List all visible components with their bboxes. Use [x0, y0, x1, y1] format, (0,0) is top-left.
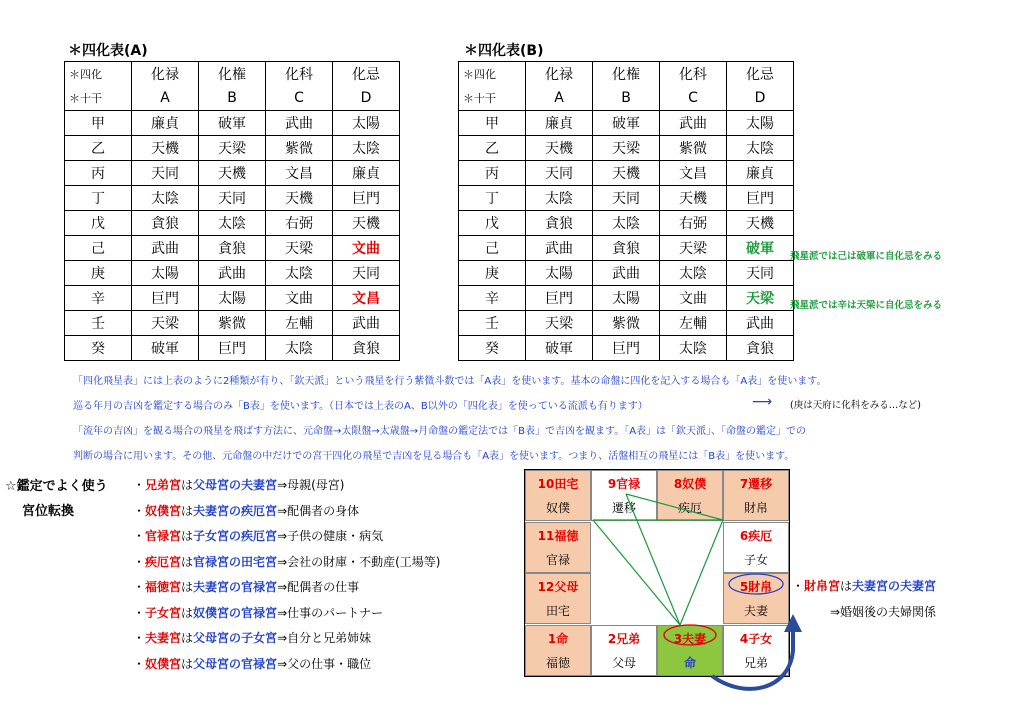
bullet: ・: [133, 631, 146, 645]
star-cell: 天同: [727, 261, 794, 286]
star-cell: 貪狼: [727, 336, 794, 361]
table-b-note-shin: 飛星派では辛は天梁に自化忌をみる: [790, 300, 943, 311]
star-cell: 左輔: [266, 311, 333, 336]
list-item: [133, 476, 344, 493]
star-cell: 天機: [333, 211, 400, 236]
palace-number: 7遷移: [739, 477, 773, 491]
ha-particle: は: [181, 529, 194, 543]
palace-cell: [723, 470, 789, 521]
bullet: ・: [133, 605, 146, 620]
ha-particle: は: [181, 631, 194, 645]
palace-name: 遷移: [611, 501, 636, 515]
table-row: [65, 286, 400, 311]
star-cell: 文昌: [660, 161, 727, 186]
ha-particle: は: [181, 580, 194, 594]
palace-cell: [525, 470, 591, 521]
palace-number: 2兄弟: [607, 631, 641, 646]
palace-cell: [723, 625, 789, 676]
table-row: [459, 186, 794, 211]
palace-number: 8奴僕: [673, 477, 707, 491]
star-cell: 貪狼: [526, 211, 593, 236]
table-row: [459, 261, 794, 286]
table-row: [65, 261, 400, 286]
star-cell: 武曲: [266, 111, 333, 136]
star-cell: 天同: [526, 161, 593, 186]
palace-name: 兄弟: [743, 655, 768, 670]
star-cell: 巨門: [132, 286, 199, 311]
col-name: 化忌: [333, 62, 400, 87]
stem-cell: 癸: [459, 336, 526, 361]
ha-particle: は: [181, 478, 194, 492]
sihua-table-b: [458, 61, 794, 361]
bullet: ・: [133, 656, 146, 671]
star-cell: 太陽: [132, 261, 199, 286]
note-line-3: 「流年の吉凶」を観る場合の飛星を飛ばす方法に、元命盤→太限盤→太歳盤→月命盤の鑑定法では「B表」で吉凶を観ます。「A表」は「欽天派」、「命盤の鑑定」での: [73, 426, 807, 437]
source-palace: 疾厄宮: [145, 554, 182, 569]
palace-cell: [657, 470, 723, 521]
target-palace: 父母宮の官禄宮: [193, 656, 278, 671]
palace-name: 疾厄: [677, 501, 702, 515]
meaning: ⇒仕事のパートナー: [277, 605, 384, 620]
palace-number: 5財帛: [739, 580, 773, 594]
target-palace: 奴僕宮の官禄宮: [193, 605, 278, 620]
source-palace: 奴僕宮: [145, 656, 182, 671]
palace-cell: [525, 573, 591, 624]
star-cell: 廉貞: [727, 161, 794, 186]
star-cell: 武曲: [727, 311, 794, 336]
palace-cell: [525, 625, 591, 676]
stem-cell: 丙: [459, 161, 526, 186]
list-item: [133, 604, 383, 621]
palace-cell: [591, 625, 657, 676]
star-cell: 破軍: [593, 111, 660, 136]
palace-name: 財帛: [743, 501, 768, 515]
star-cell: 左輔: [660, 311, 727, 336]
col-name: 化科: [660, 62, 727, 87]
stem-cell: 乙: [65, 136, 132, 161]
stem-cell: 丙: [65, 161, 132, 186]
star-cell: 武曲: [660, 111, 727, 136]
star-cell: 太陰: [132, 186, 199, 211]
col-name: 化権: [593, 62, 660, 87]
source-palace: 官禄宮: [145, 529, 182, 543]
col-name: 化禄: [132, 62, 199, 87]
star-cell: 破軍: [199, 111, 266, 136]
target-palace: 子女宮の疾厄宮: [193, 529, 278, 543]
board-right-note-2: ⇒婚姻後の夫婦関係: [830, 605, 937, 619]
stem-cell: 戊: [459, 211, 526, 236]
star-cell: 太陽: [593, 286, 660, 311]
note-line-4: 判断の場合に用います。その他、元命盤の中だけでの宮干四化の飛星で吉凶を見る場合も「A表」を使います。つまり、活盤相互の飛星には「B表」を使います。: [73, 451, 795, 462]
star-cell: 貪狼: [593, 236, 660, 261]
palace-name: 田宅: [545, 604, 570, 618]
table-row: [459, 236, 794, 261]
target-palace: 夫妻宮の官禄宮: [193, 580, 278, 594]
palace-name: 夫妻: [743, 604, 768, 618]
col-letter: A: [526, 86, 593, 111]
star-cell: 文曲: [266, 286, 333, 311]
palace-number: 12父母: [537, 580, 579, 594]
stem-cell: 丁: [459, 186, 526, 211]
star-cell: 貪狼: [199, 236, 266, 261]
table-row: [459, 311, 794, 336]
table-row: [65, 161, 400, 186]
corner-bottom: ＊十干: [459, 86, 526, 111]
star-cell: 太陰: [333, 136, 400, 161]
col-name: 化権: [199, 62, 266, 87]
star-cell: 天梁: [199, 136, 266, 161]
table-a-title: ＊四化表(A): [68, 43, 148, 59]
corner-top: ＊四化: [65, 62, 132, 87]
table-row: [65, 336, 400, 361]
star-cell: 破軍: [132, 336, 199, 361]
sihua-table-a: [64, 61, 400, 361]
table-row: [65, 211, 400, 236]
palace-conversion-title-1: ☆鑑定でよく使う: [5, 479, 108, 494]
star-cell: 貪狼: [333, 336, 400, 361]
table-row: [65, 136, 400, 161]
col-name: 化忌: [727, 62, 794, 87]
meaning: ⇒母親(母宮): [277, 478, 345, 492]
palace-name: 官禄: [545, 552, 570, 567]
source-palace: 福徳宮: [145, 580, 182, 594]
stem-cell: 癸: [65, 336, 132, 361]
star-cell: 天梁: [660, 236, 727, 261]
table-row: [459, 161, 794, 186]
table-b-note-ki: 飛星派では己は破軍に自化忌をみる: [790, 251, 943, 262]
corner-bottom: ＊十干: [65, 86, 132, 111]
source-palace: 夫妻宮: [145, 631, 182, 645]
ha-particle: は: [181, 605, 194, 620]
palace-number: 3夫妻: [673, 631, 707, 646]
star-cell: 天同: [333, 261, 400, 286]
ha-particle: は: [181, 503, 194, 518]
star-cell: 天機: [199, 161, 266, 186]
star-cell: 太陰: [266, 261, 333, 286]
bullet: ・: [133, 580, 146, 594]
meaning: ⇒配偶者の身体: [277, 503, 360, 518]
star-cell: 巨門: [727, 186, 794, 211]
list-item: [133, 629, 371, 646]
star-cell: 文曲: [660, 286, 727, 311]
ha-particle: は: [181, 656, 194, 671]
star-cell: 文昌: [266, 161, 333, 186]
star-cell: 廉貞: [333, 161, 400, 186]
palace-number: 4子女: [739, 631, 773, 646]
palace-number: 1命: [547, 631, 569, 646]
col-letter: D: [333, 86, 400, 111]
meaning: ⇒会社の財庫・不動産(工場等): [277, 554, 441, 569]
star-cell: 廉貞: [132, 111, 199, 136]
star-cell: 武曲: [593, 261, 660, 286]
stem-cell: 戊: [65, 211, 132, 236]
note-line-2: 巡る年月の吉凶を鑑定する場合のみ「B表」を使います。（日本では上表のA、B以外の「四化表」を使っている流派も有ります）: [73, 401, 648, 412]
table-row: [65, 186, 400, 211]
star-cell: 紫微: [593, 311, 660, 336]
stem-cell: 己: [459, 236, 526, 261]
star-cell: 巨門: [333, 186, 400, 211]
target-palace: 父母宮の夫妻宮: [193, 478, 278, 492]
star-cell: 破軍: [526, 336, 593, 361]
star-cell: 太陰: [660, 261, 727, 286]
star-cell: 文昌: [333, 286, 400, 311]
star-cell: 巨門: [199, 336, 266, 361]
star-cell: 太陽: [199, 286, 266, 311]
col-letter: C: [266, 86, 333, 111]
palace-name: 子女: [743, 552, 768, 567]
star-cell: 太陰: [266, 336, 333, 361]
star-cell: 廉貞: [526, 111, 593, 136]
star-cell: 天機: [593, 161, 660, 186]
star-cell: 天同: [593, 186, 660, 211]
star-cell: 紫微: [199, 311, 266, 336]
star-cell: 紫微: [266, 136, 333, 161]
star-cell: 文曲: [333, 236, 400, 261]
palace-conversion-title-2: 宮位転換: [22, 504, 75, 519]
list-item: [133, 655, 371, 672]
table-row: [459, 286, 794, 311]
star-cell: 太陰: [727, 136, 794, 161]
list-item: [133, 502, 359, 519]
right-note-ha: は: [840, 579, 853, 593]
table-row: [65, 311, 400, 336]
corner-top: ＊四化: [459, 62, 526, 87]
col-name: 化禄: [526, 62, 593, 87]
meaning: ⇒父の仕事・職位: [277, 656, 372, 671]
star-cell: 天梁: [132, 311, 199, 336]
col-letter: A: [132, 86, 199, 111]
table-row: [459, 136, 794, 161]
right-note-target: 夫妻宮の夫妻宮: [852, 579, 937, 593]
table-row: [65, 236, 400, 261]
list-item: [133, 527, 383, 544]
palace-number: 6疾厄: [739, 528, 773, 543]
stem-cell: 甲: [459, 111, 526, 136]
star-cell: 紫微: [660, 136, 727, 161]
col-letter: D: [727, 86, 794, 111]
star-cell: 太陽: [727, 111, 794, 136]
target-palace: 官禄宮の田宅宮: [193, 554, 278, 569]
stem-cell: 辛: [65, 286, 132, 311]
palace-name: 父母: [611, 655, 636, 670]
star-cell: 天梁: [266, 236, 333, 261]
right-note-palace: 財帛宮: [804, 579, 841, 593]
star-cell: 破軍: [727, 236, 794, 261]
star-cell: 天同: [199, 186, 266, 211]
stem-cell: 庚: [65, 261, 132, 286]
meaning: ⇒子供の健康・病気: [277, 529, 384, 543]
col-letter: C: [660, 86, 727, 111]
star-cell: 太陽: [333, 111, 400, 136]
target-palace: 夫妻宮の疾厄宮: [193, 503, 278, 518]
table-b-title: ＊四化表(B): [464, 43, 544, 59]
star-cell: 右弼: [266, 211, 333, 236]
stem-cell: 辛: [459, 286, 526, 311]
bullet: ・: [792, 579, 805, 593]
palace-cell: [723, 522, 789, 573]
bullet: ・: [133, 503, 146, 518]
star-cell: 巨門: [593, 336, 660, 361]
star-cell: 右弼: [660, 211, 727, 236]
star-cell: 天梁: [526, 311, 593, 336]
star-cell: 天機: [660, 186, 727, 211]
star-cell: 天同: [132, 161, 199, 186]
target-palace: 父母宮の子女宮: [193, 631, 278, 645]
star-cell: 巨門: [526, 286, 593, 311]
col-letter: B: [199, 86, 266, 111]
palace-board: [524, 469, 790, 677]
list-item: [133, 578, 359, 595]
meaning: ⇒配偶者の仕事: [277, 580, 360, 594]
palace-cell: [591, 470, 657, 521]
list-item: [133, 553, 440, 570]
star-cell: 天機: [526, 136, 593, 161]
stem-cell: 庚: [459, 261, 526, 286]
source-palace: 子女宮: [145, 605, 182, 620]
palace-cell: [525, 522, 591, 573]
palace-cell: [723, 573, 789, 624]
table-row: [65, 111, 400, 136]
table-row: [459, 211, 794, 236]
bullet: ・: [133, 478, 146, 492]
palace-name: 奴僕: [545, 501, 570, 515]
star-cell: 武曲: [526, 236, 593, 261]
table-row: [459, 111, 794, 136]
star-cell: 太陰: [526, 186, 593, 211]
palace-name: 命: [683, 655, 696, 670]
star-cell: 天機: [727, 211, 794, 236]
palace-number: 9官禄: [607, 477, 641, 491]
source-palace: 奴僕宮: [145, 503, 182, 518]
palace-name: 福徳: [545, 655, 570, 670]
star-cell: 武曲: [199, 261, 266, 286]
star-cell: 武曲: [132, 236, 199, 261]
star-cell: 太陰: [199, 211, 266, 236]
note-line-2-aside: (庚は天府に化科をみる…など): [790, 400, 921, 411]
star-cell: 太陰: [660, 336, 727, 361]
bullet: ・: [133, 529, 146, 543]
star-cell: 貪狼: [132, 211, 199, 236]
table-row: [459, 336, 794, 361]
note-arrow-icon: ⟶: [752, 394, 773, 410]
star-cell: 太陰: [593, 211, 660, 236]
star-cell: 武曲: [333, 311, 400, 336]
star-cell: 太陽: [526, 261, 593, 286]
board-right-note: [792, 577, 936, 594]
stem-cell: 己: [65, 236, 132, 261]
meaning: ⇒自分と兄弟姉妹: [277, 631, 372, 645]
stem-cell: 丁: [65, 186, 132, 211]
note-line-1: 「四化飛星表」には上表のように2種類が有り、「欽天派」という飛星を行う紫微斗数では「A表」を使います。基本の命盤に四化を記入する場合も「A表」を使います。: [73, 376, 827, 387]
star-cell: 天梁: [727, 286, 794, 311]
star-cell: 天機: [266, 186, 333, 211]
stem-cell: 壬: [65, 311, 132, 336]
ha-particle: は: [181, 554, 194, 569]
stem-cell: 甲: [65, 111, 132, 136]
palace-cell: [657, 625, 723, 676]
star-cell: 天機: [132, 136, 199, 161]
star-cell: 天梁: [593, 136, 660, 161]
palace-number: 10田宅: [537, 477, 579, 491]
col-name: 化科: [266, 62, 333, 87]
source-palace: 兄弟宮: [145, 478, 182, 492]
col-letter: B: [593, 86, 660, 111]
bullet: ・: [133, 554, 146, 569]
palace-number: 11福徳: [537, 528, 579, 543]
stem-cell: 壬: [459, 311, 526, 336]
stem-cell: 乙: [459, 136, 526, 161]
